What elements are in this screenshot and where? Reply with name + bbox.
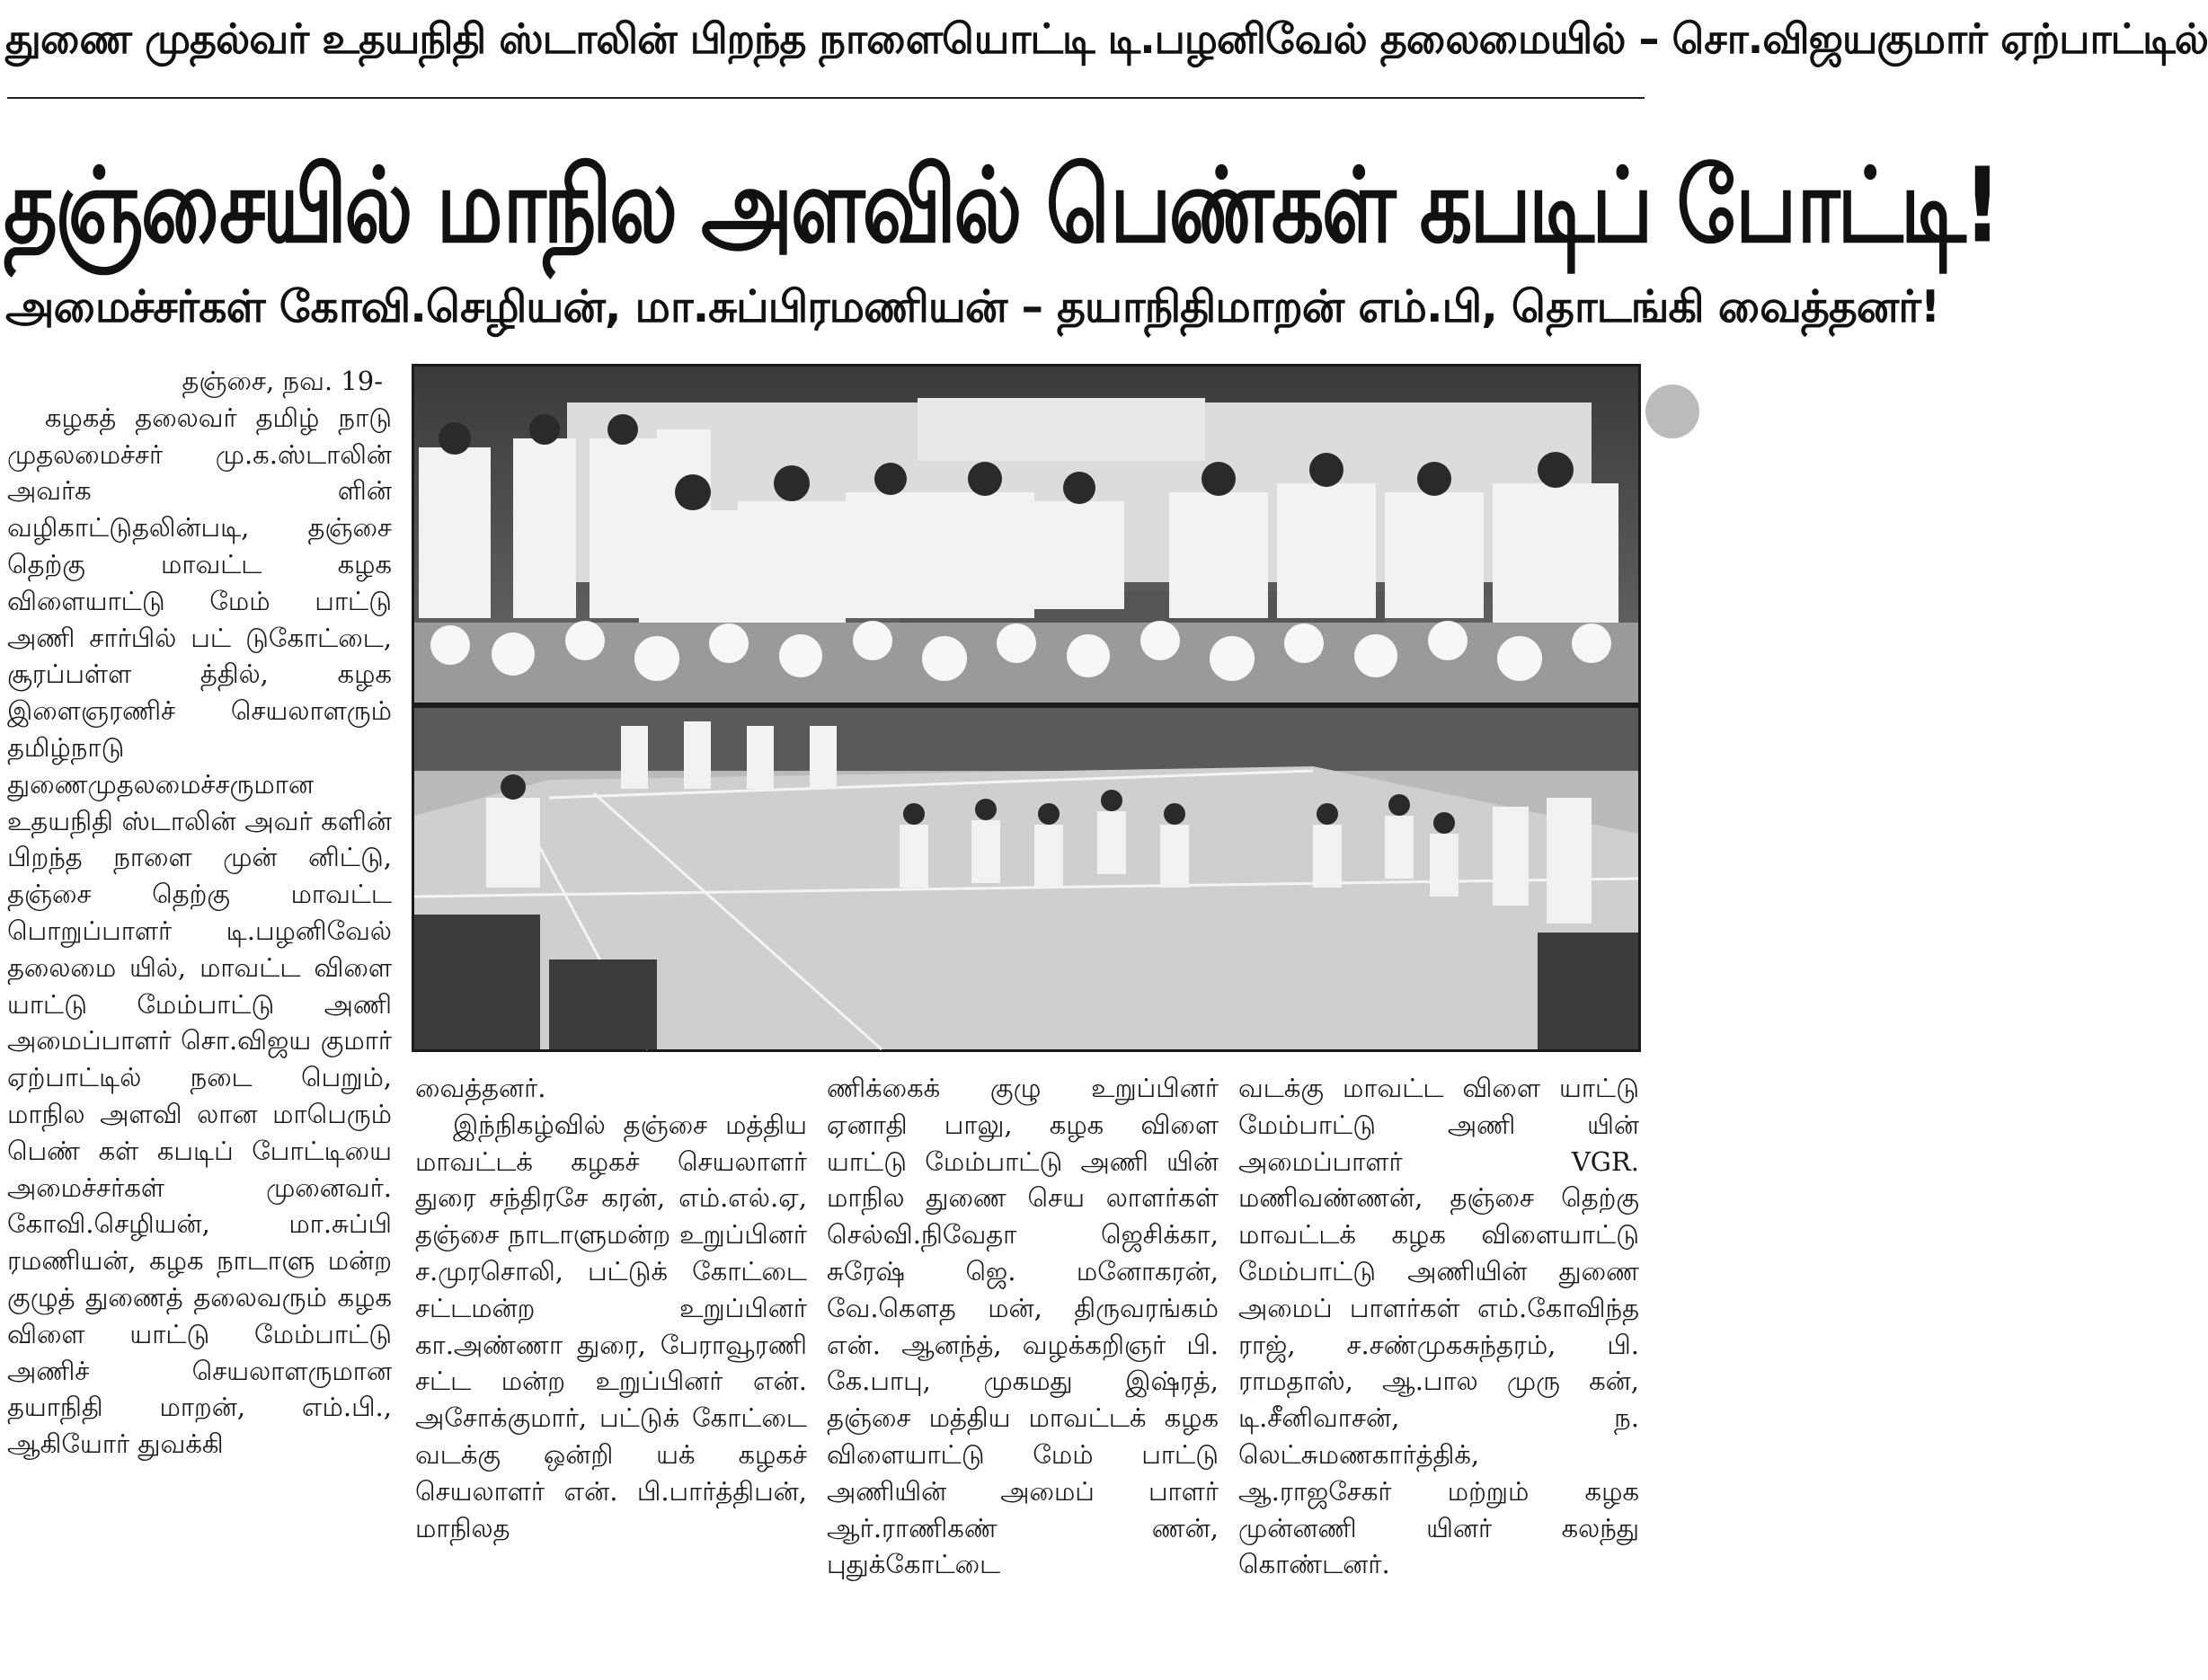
article-column-2	[415, 1070, 807, 1546]
column-3-text: ணிக்கைக் குழு உறுப்பினர் ஏனாதி பாலு, கழக விளை யாட்டு மேம்பாட்டு அணி யின் மாநில துணை செய லாளர்கள் செல்வி.நிவேதா ஜெசிக்கா, சுரேஷ் ஜெ. மனோகரன், வே.கௌத மன், திருவரங்கம் என். ஆனந்த், வழக்கறிஞர் பி. கே.பாபு, முகமது இஷ்ரத், தஞ்சை மத்திய மாவட்டக் கழக விளையாட்டு மேம் பாட்டு அணியின் அமைப் பாளர் ஆர்.ராணிகண் ணன், புதுக்கோட்டை	[827, 1073, 1219, 1580]
kabaddi-match-photo	[412, 705, 1641, 1052]
kicker-rule	[7, 97, 1645, 99]
headline: தஞ்சையில் மாநில அளவில் பெண்கள் கபடிப் போட்டி!	[4, 146, 1999, 266]
column-4-text: வடக்கு மாவட்ட விளை யாட்டு மேம்பாட்டு அணி யின் அமைப்பாளர் VGR. மணிவண்ணன், தஞ்சை தெற்கு மாவட்டக் கழக விளையாட்டு மேம்பாட்டு அணியின் துணை அமைப் பாளர்கள் எம்.கோவிந்த ராஜ், ச.சண்முகசுந்தரம், பி. ராமதாஸ், ஆ.பால முரு கன், டி.சீனிவாசன், ந. லெட்சுமணகார்த்திக், ஆ.ராஜசேகர் மற்றும் கழக முன்னணி யினர் கலந்து கொண்டனர்.	[1238, 1073, 1639, 1580]
kabaddi-photo-image	[414, 708, 1638, 1049]
column-2-lead: வைத்தனர்.	[415, 1073, 546, 1103]
dateline: தஞ்சை, நவ. 19-	[182, 366, 383, 396]
kicker-line: துணை முதல்வர் உதயநிதி ஸ்டாலின் பிறந்த நாளையொட்டி டி.பழனிவேல் தலைமையில் – சொ.விஜயகுமார் ஏற்பாட்டில்	[5, 14, 2208, 63]
column-2-text: இந்நிகழ்வில் தஞ்சை மத்திய மாவட்டக் கழகச் செயலாளர் துரை சந்திரசே கரன், எம்.எல்.ஏ, தஞ்சை நாடாளுமன்ற உறுப்பினர் ச.முரசொலி, பட்டுக் கோட்டை சட்டமன்ற உறுப்பினர் கா.அண்ணா துரை, பேராவூரணி சட்ட மன்ற உறுப்பினர் என். அசோக்குமார், பட்டுக் கோட்டை வடக்கு ஒன்றி யக் கழகச் செயலாளர் என். பி.பார்த்திபன், மாநிலத	[415, 1109, 807, 1543]
stage-dignitaries-photo	[412, 364, 1641, 705]
article-column-3	[827, 1070, 1219, 1583]
subheadline: அமைச்சர்கள் கோவி.செழியன், மா.சுப்பிரமணியன் – தயாநிதிமாறன் எம்.பி, தொடங்கி வைத்தனர்!	[5, 281, 1940, 332]
column-1-text: கழகத் தலைவர் தமிழ் நாடு முதலமைச்சர் மு.க.ஸ்டாலின் அவர்க ளின் வழிகாட்டுதலின்படி, தஞ்சை தெற்கு மாவட்ட கழக விளையாட்டு மேம் பாட்டு அணி சார்பில் பட் டுகோட்டை, சூரப்பள்ள த்தில், கழக இளைஞரணிச் செயலாளரும் தமிழ்நாடு துணைமுதலமைச்சருமான உதயநிதி ஸ்டாலின் அவர் களின் பிறந்த நாளை முன் னிட்டு, தஞ்சை தெற்கு மாவட்ட பொறுப்பாளர் டி.பழனிவேல் தலைமை யில், மாவட்ட விளை யாட்டு மேம்பாட்டு அணி அமைப்பாளர் சொ.விஜய குமார் ஏற்பாட்டில் நடை பெறும், மாநில அளவி லான மாபெரும் பெண் கள் கபடிப் போட்டியை அமைச்சர்கள் முனைவர். கோவி.செழியன், மா.சுப்பி ரமணியன், கழக நாடாளு மன்ற குழுத் துணைத் தலைவரும் கழக விளை யாட்டு மேம்பாட்டு அணிச் செயலாளருமான தயாநிதி மாறன், எம்.பி., ஆகியோர் துவக்கி	[7, 402, 392, 1460]
article-column-4	[1238, 1070, 1639, 1583]
article-column-1	[7, 363, 392, 1463]
stage-photo-image	[414, 367, 1638, 703]
